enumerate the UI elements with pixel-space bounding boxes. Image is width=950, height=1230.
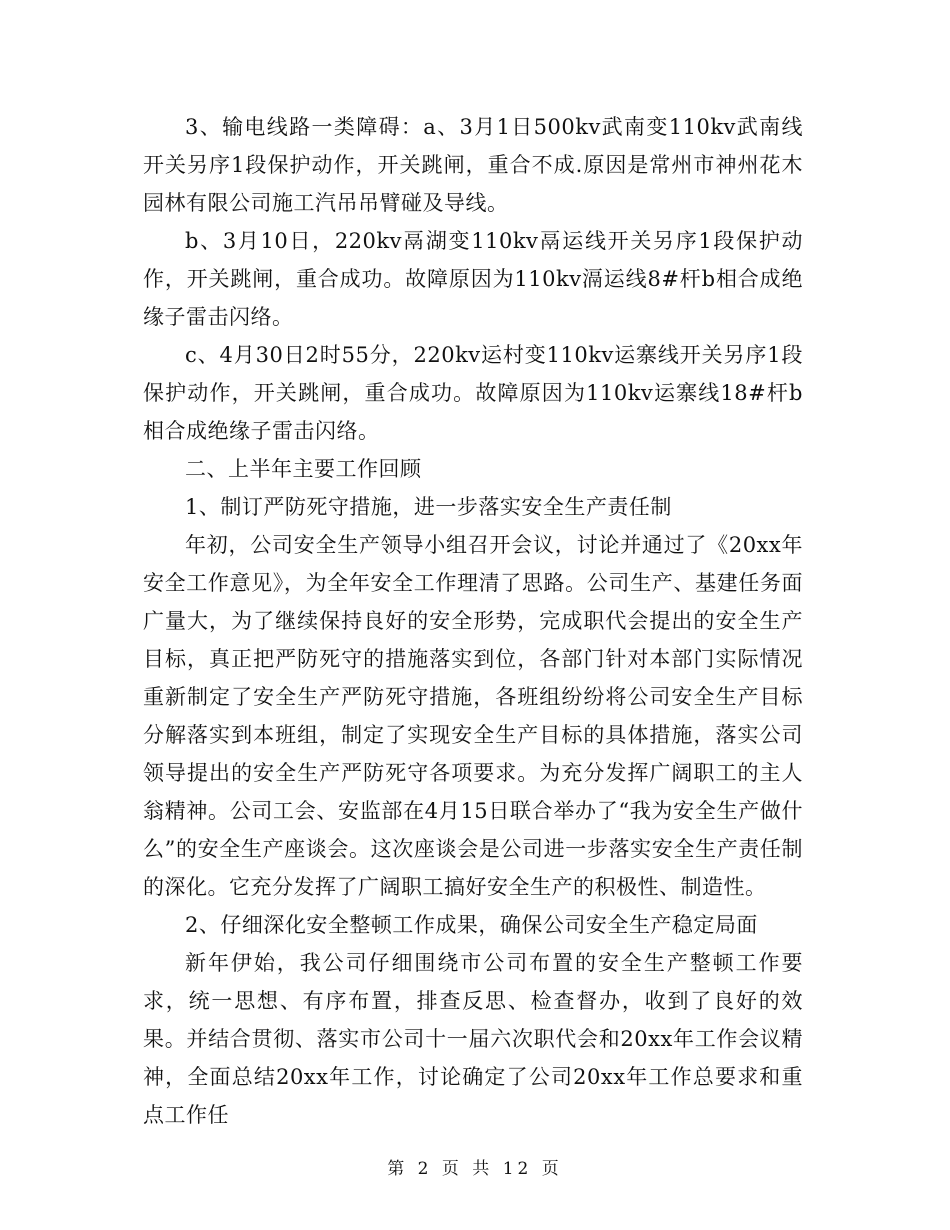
page-number-footer: 第 2 页 共 12 页 [387, 1159, 563, 1179]
paragraph-rectification: 新年伊始，我公司仔细围绕市公司布置的安全生产整顿工作要求，统一思想、有序布置，排查反思、检查督办，收到了良好的效果。并结合贯彻、落实市公司十一届六次职代会和20xx年工作会议精神，全面总结20xx年工作，讨论确定了公司20xx年工作总要求和重点工作任 [143, 951, 803, 1127]
section-heading-review: 二、上半年主要工作回顾 [185, 457, 422, 481]
document-body [143, 108, 803, 1134]
subheading-rectification: 2、仔细深化安全整顿工作成果，确保公司安全生产稳定局面 [185, 913, 758, 937]
paragraph-fault-a: 3、输电线路一类障碍：a、3月1日500kv武南变110kv武南线开关另序1段保护动作，开关跳闸，重合不成.原因是常州市神州花木园林有限公司施工汽吊吊臂碰及导线。 [143, 115, 803, 215]
subheading-measures: 1、制订严防死守措施，进一步落实安全生产责任制 [185, 495, 672, 519]
paragraph-fault-c: c、4月30日2时55分，220kv运村变110kv运寨线开关另序1段保护动作，开关跳闸，重合成功。故障原因为110kv运寨线18#杆b相合成绝缘子雷击闪络。 [143, 343, 803, 443]
paragraph-fault-b: b、3月10日，220kv鬲湖变110kv鬲运线开关另序1段保护动作，开关跳闸，重合成功。故障原因为110kv滆运线8#杆b相合成绝缘子雷击闪络。 [143, 229, 803, 329]
paragraph-measures: 年初，公司安全生产领导小组召开会议，讨论并通过了《20xx年安全工作意见》，为全年安全工作理清了思路。公司生产、基建任务面广量大，为了继续保持良好的安全形势，完成职代会提出的安全生产目标，真正把严防死守的措施落实到位，各部门针对本部门实际情况重新制定了安全生产严防死守措施，各班组纷纷将公司安全生产目标分解落实到本班组，制定了实现安全生产目标的具体措施，落实公司领导提出的安全生产严防死守各项要求。为充分发挥广阔职工的主人翁精神。公司工会、安监部在4月15日联合举办了“我为安全生产做什么”的安全生产座谈会。这次座谈会是公司进一步落实安全生产责任制的深化。它充分发挥了广阔职工搞好安全生产的积极性、制造性。 [143, 533, 803, 899]
